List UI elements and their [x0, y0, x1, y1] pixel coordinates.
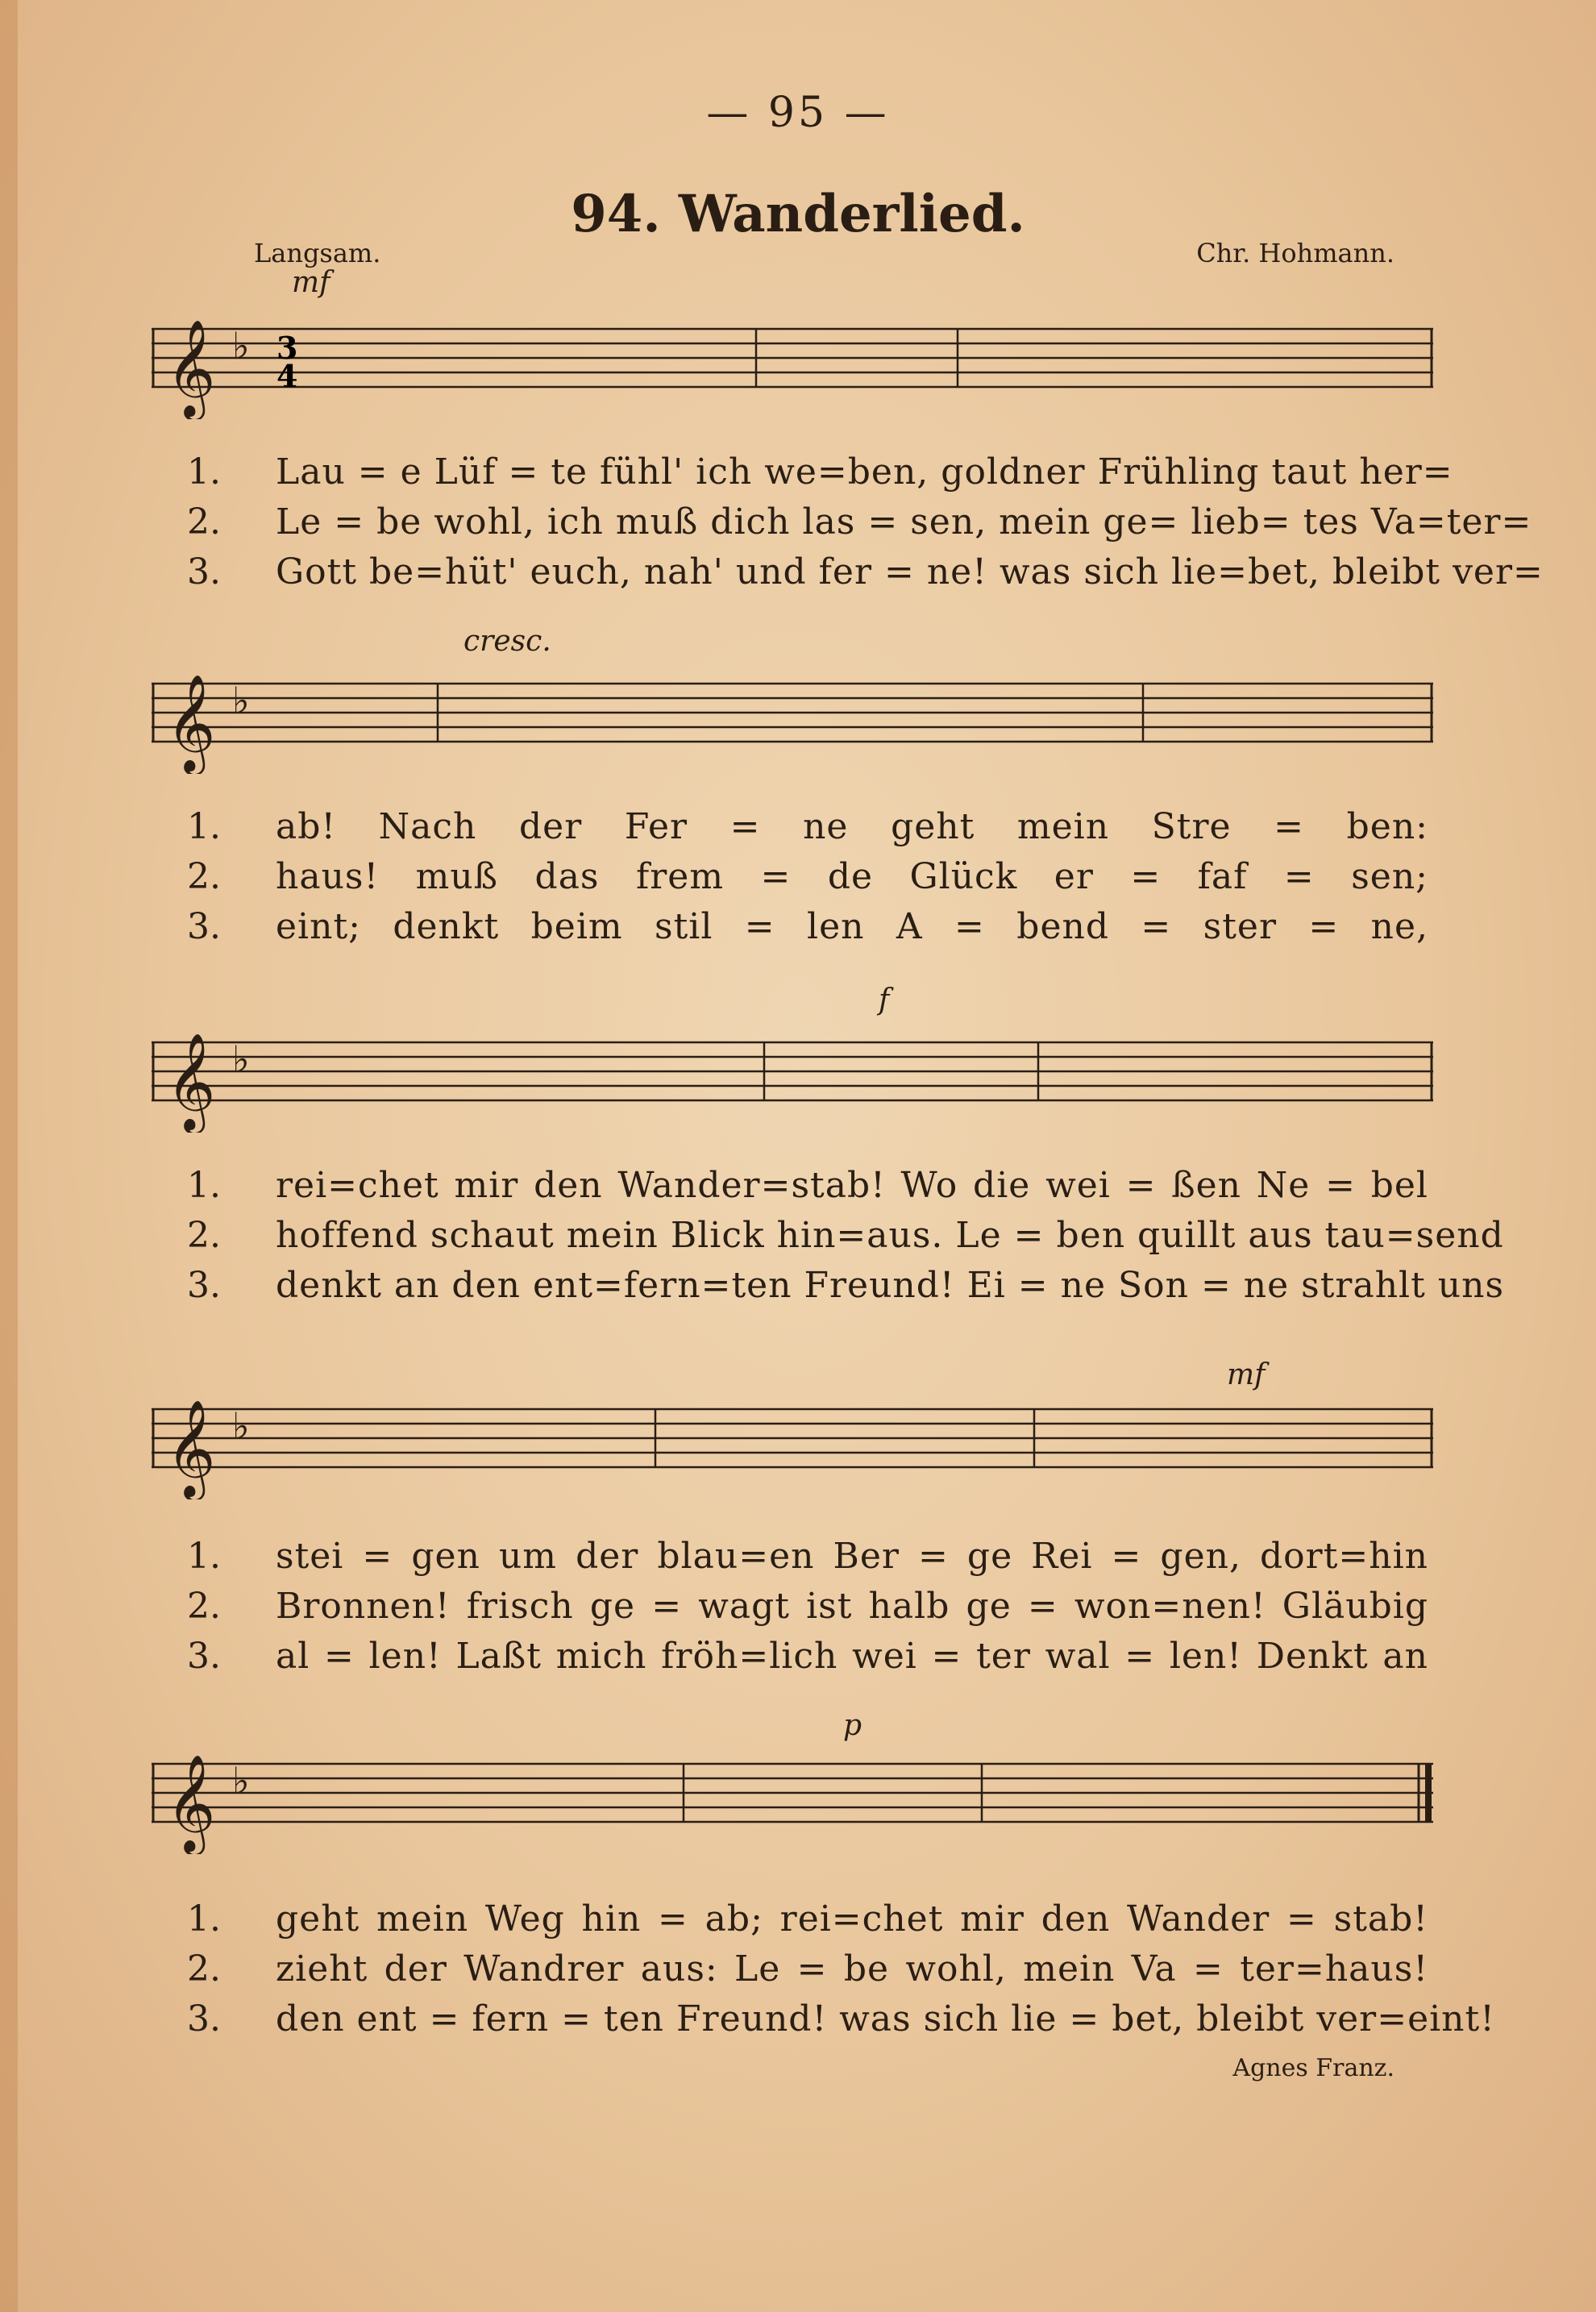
verse-line: 1. Lau = e Lüf = te fühl' ich we=ben, goldner Frühling taut her=: [187, 451, 1453, 493]
verse-line: 3. denkt an den ent=fern=ten Freund! Ei = ne Son = ne strahlt uns: [187, 1265, 1505, 1306]
flat-icon: ♭: [232, 1759, 250, 1803]
flat-icon: ♭: [232, 324, 250, 368]
verse-line: 1. rei=chet mir den Wander=stab! Wo die wei = ßen Ne = bel: [187, 1165, 1428, 1206]
verse-line: 1. stei = gen um der blau=en Ber = ge Rei = gen, dort=hin: [187, 1536, 1428, 1577]
flat-icon: ♭: [232, 1404, 250, 1448]
treble-clef-icon: 𝄞: [166, 1753, 216, 1852]
dynamic-mf-1: mf: [292, 266, 330, 299]
music-system-2: [152, 653, 1433, 774]
treble-clef-icon: 𝄞: [166, 318, 216, 417]
dynamic-p: p: [843, 1709, 862, 1742]
dynamic-cresc: cresc.: [463, 625, 551, 658]
staff-svg: [152, 1733, 1433, 1854]
music-system-4: [152, 1378, 1433, 1499]
music-system-3: [152, 1012, 1433, 1133]
treble-clef-icon: 𝄞: [166, 1399, 216, 1497]
verse-line: 3. eint; denkt beim stil = len A = bend = ster = ne,: [187, 906, 1428, 947]
verse-line: 1. geht mein Weg hin = ab; rei=chet mir den Wander = stab!: [187, 1898, 1428, 1940]
verse-line: 2. hoffend schaut mein Blick hin=aus. Le = ben quillt aus tau=send: [187, 1215, 1504, 1256]
song-title: 94. Wanderlied.: [571, 184, 1025, 244]
lyrics-block-5: [187, 1894, 1495, 2044]
tempo-marking: Langsam.: [254, 238, 381, 268]
verse-line: 2. zieht der Wandrer aus: Le = be wohl, mein Va = ter=haus!: [187, 1948, 1428, 1990]
treble-clef-icon: 𝄞: [166, 1032, 216, 1130]
verse-line: 3. den ent = fern = ten Freund! was sich lie = bet, bleibt ver=eint!: [187, 1998, 1495, 2040]
verse-line: 1. ab! Nach der Fer = ne geht mein Stre = ben:: [187, 806, 1428, 847]
verse-line: 3. al = len! Laßt mich fröh=lich wei = ter wal = len! Denkt an: [187, 1636, 1428, 1677]
lyricist-credit: Agnes Franz.: [1232, 2054, 1394, 2082]
lyrics-block-2: [187, 802, 1428, 952]
dynamic-mf-2: mf: [1227, 1358, 1266, 1391]
lyrics-block-3: [187, 1161, 1505, 1311]
verse-line: 2. haus! muß das frem = de Glück er = faf = sen;: [187, 856, 1428, 897]
time-sig-bottom: 4: [276, 358, 298, 394]
staff-svg: [152, 653, 1433, 774]
composer-credit: Chr. Hohmann.: [1196, 238, 1394, 268]
treble-clef-icon: 𝄞: [166, 673, 216, 771]
dynamic-f: f: [879, 983, 890, 1017]
staff-svg: [152, 1012, 1433, 1133]
music-system-5: [152, 1733, 1433, 1854]
staff-svg: [152, 1378, 1433, 1499]
music-system-1: [152, 298, 1433, 419]
lyrics-block-4: [187, 1532, 1428, 1682]
verse-line: 2. Le = be wohl, ich muß dich las = sen, mein ge= lieb= tes Va=ter=: [187, 501, 1532, 543]
page-edge: [0, 0, 18, 2312]
verse-line: 3. Gott be=hüt' euch, nah' und fer = ne! was sich lie=bet, bleibt ver=: [187, 551, 1544, 593]
time-sig-top: 3: [276, 330, 298, 366]
flat-icon: ♭: [232, 679, 250, 722]
lyrics-block-1: [187, 447, 1544, 597]
time-signature: [152, 298, 1433, 419]
page-number: — 95 —: [706, 89, 890, 137]
flat-icon: ♭: [232, 1037, 250, 1081]
verse-line: 2. Bronnen! frisch ge = wagt ist halb ge = won=nen! Gläubig: [187, 1586, 1428, 1627]
